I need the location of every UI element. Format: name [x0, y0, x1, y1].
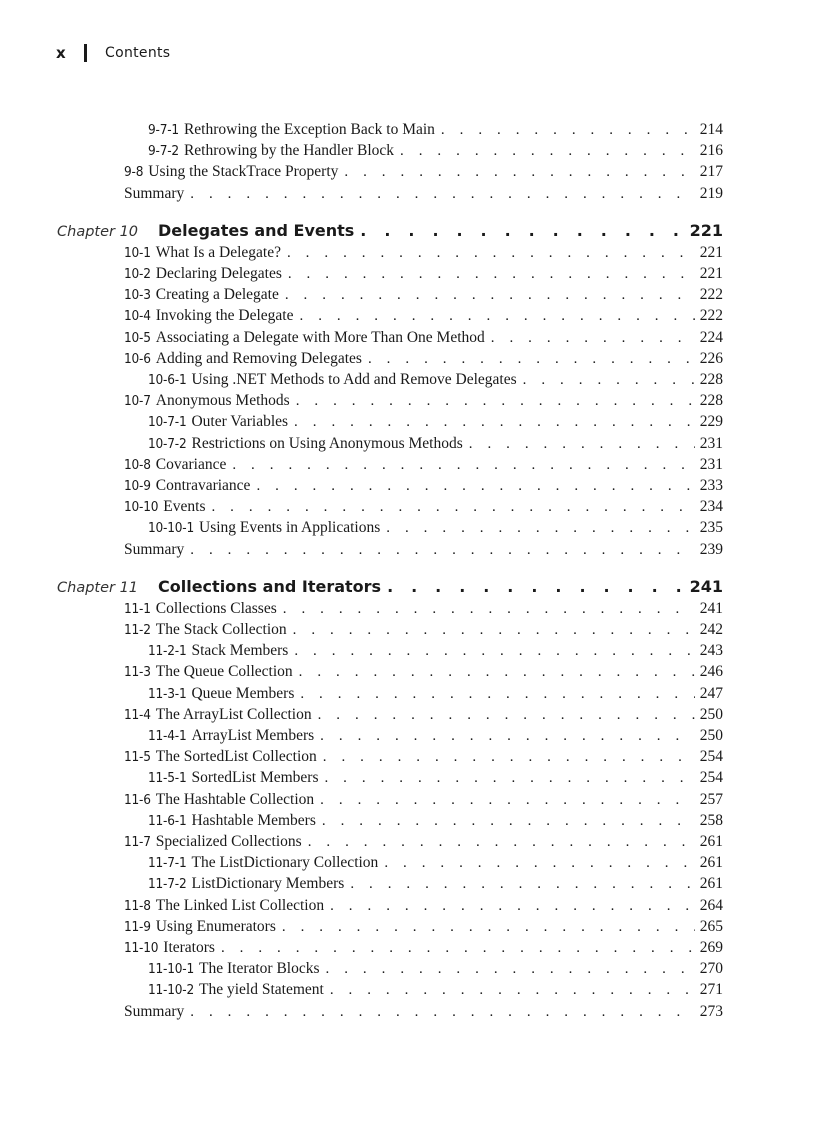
section-number: 11-6: [124, 791, 151, 808]
page-ref: 239: [699, 540, 723, 558]
dot-leader: [205, 497, 695, 517]
toc-entry: [124, 285, 723, 305]
page-ref: 261: [699, 833, 723, 850]
dot-leader: [288, 641, 695, 661]
section-title: Queue Members: [191, 684, 295, 702]
toc-entry: [124, 264, 723, 284]
toc-entry: [148, 684, 723, 704]
section-number: 10-6: [124, 350, 151, 367]
toc-entry-row: [0, 811, 816, 831]
section-title: Using Events in Applications: [199, 519, 381, 537]
dot-leader: [282, 264, 695, 284]
section-number: 10-7-2: [148, 435, 187, 452]
toc-entry-row: [0, 874, 816, 894]
toc-entry: [124, 306, 723, 326]
section-title: Declaring Delegates: [155, 265, 282, 282]
toc-entry-row: [0, 599, 816, 619]
toc-entry-row: [0, 662, 816, 682]
section-title: Using .NET Methods to Add and Remove Delegates: [191, 371, 517, 388]
toc-entry-row: [0, 540, 816, 560]
chapter-label: Chapter 10: [57, 223, 139, 240]
chapter-label: Chapter 11: [57, 579, 139, 596]
toc-entry-row: [0, 917, 816, 937]
section-number: 11-3: [124, 664, 151, 681]
section-title: The ListDictionary Collection: [191, 854, 379, 872]
section-title: Covariance: [155, 455, 227, 473]
toc-chapter-row: [0, 221, 816, 245]
toc-entry-row: [0, 141, 816, 161]
dot-leader: [226, 455, 695, 475]
section-number: 11-4: [124, 706, 151, 723]
section-title: Adding and Removing Delegates: [155, 349, 362, 367]
dot-leader: [287, 620, 695, 640]
section-number: 11-1: [124, 600, 151, 617]
dot-leader: [215, 938, 695, 958]
toc-entry-row: [0, 285, 816, 305]
toc-entry-row: [0, 641, 816, 661]
dot-leader: [316, 811, 695, 831]
page-ref: 214: [699, 121, 723, 138]
page-ref: 228: [699, 371, 723, 388]
section-title: Using Enumerators: [155, 917, 276, 935]
chapter-title: Delegates and Events: [158, 220, 355, 240]
section-title: Rethrowing by the Handler Block: [183, 142, 395, 160]
page-ref: 261: [699, 854, 723, 872]
toc-entry-row: [0, 412, 816, 432]
toc-entry-row: [0, 620, 816, 640]
toc-entry-row: [0, 747, 816, 767]
toc-entry: [57, 577, 723, 601]
section-number: 11-2: [124, 622, 151, 638]
toc-entry: [148, 518, 723, 538]
page-ref: 254: [699, 748, 723, 766]
page-ref: 261: [699, 875, 723, 893]
section-title: Hashtable Members: [191, 811, 316, 829]
section-number: 9-7-2: [148, 143, 179, 160]
toc-entry-row: [0, 1002, 816, 1022]
toc-entry-row: [0, 684, 816, 704]
toc-entry: [124, 620, 723, 640]
toc-entry: [124, 599, 723, 619]
page-ref: 235: [699, 519, 723, 537]
dot-leader: [317, 747, 695, 767]
page-ref: 258: [699, 811, 723, 829]
page-ref: 265: [699, 917, 723, 935]
dot-leader: [312, 705, 695, 725]
section-number: 10-7: [124, 393, 151, 410]
dot-leader: [354, 221, 689, 241]
dot-leader: [281, 243, 695, 263]
toc-entry-row: [0, 518, 816, 538]
toc-entry: [148, 980, 723, 1000]
dot-leader: [362, 349, 695, 369]
dot-leader: [324, 980, 695, 1000]
section-title: Summary: [124, 184, 185, 202]
page-ref: 224: [699, 328, 723, 346]
page-ref: 233: [699, 477, 723, 494]
section-number: 9-7-1: [148, 122, 179, 138]
dot-leader: [344, 874, 695, 894]
section-title: Anonymous Methods: [155, 392, 290, 410]
page-ref: 269: [699, 939, 723, 956]
toc-entry: [124, 790, 723, 810]
section-number: 10-8: [124, 456, 151, 473]
toc-entry-row: [0, 455, 816, 475]
toc-entry: [124, 243, 723, 263]
header-label: Contents: [105, 45, 171, 61]
chapter-title: Collections and Iterators: [158, 576, 382, 596]
toc-entry-row: [0, 349, 816, 369]
section-number: 10-6-1: [148, 372, 187, 388]
toc-entry: [124, 832, 723, 852]
page-ref: 264: [699, 896, 723, 914]
toc-entry: [124, 705, 723, 725]
toc-entry-row: [0, 853, 816, 873]
toc-entry: [124, 662, 723, 682]
dot-leader: [338, 162, 695, 182]
section-title: What Is a Delegate?: [155, 243, 281, 261]
dot-leader: [184, 540, 695, 560]
dot-leader: [378, 853, 695, 873]
toc-entry: [148, 853, 723, 873]
page-ref: 241: [699, 599, 723, 617]
toc-entry: [148, 768, 723, 788]
section-number: 11-5: [124, 749, 151, 766]
section-title: The Hashtable Collection: [155, 790, 315, 808]
section-title: The Queue Collection: [155, 663, 293, 681]
toc-entry-row: [0, 705, 816, 725]
page-ref: 231: [699, 455, 723, 473]
section-title: Creating a Delegate: [155, 286, 279, 304]
toc-entry: [148, 641, 723, 661]
dot-leader: [314, 726, 695, 746]
toc-entry-row: [0, 391, 816, 411]
dot-leader: [184, 184, 695, 204]
section-number: 10-7-1: [148, 414, 187, 431]
section-title: Restrictions on Using Anonymous Methods: [191, 434, 463, 452]
toc-entry-row: [0, 162, 816, 182]
dot-leader: [293, 662, 695, 682]
toc-entry: [124, 455, 723, 475]
page-ref: 257: [699, 790, 723, 808]
toc-entry-row: [0, 184, 816, 204]
page-ref: 270: [699, 960, 723, 978]
section-title: Invoking the Delegate: [155, 307, 294, 325]
page-ref: 242: [699, 621, 723, 638]
section-title: Associating a Delegate with More Than One Method: [155, 328, 485, 346]
toc-entry-row: [0, 896, 816, 916]
toc-entry: [148, 874, 723, 894]
toc-entry: [148, 811, 723, 831]
page-ref: 254: [699, 769, 723, 787]
section-title: The Iterator Blocks: [199, 960, 320, 978]
dot-leader: [318, 768, 695, 788]
section-number: 10-4: [124, 308, 151, 325]
dot-leader: [290, 391, 695, 411]
dot-leader: [380, 518, 695, 538]
section-number: 10-9: [124, 478, 151, 494]
dot-leader: [294, 684, 695, 704]
page-ref: 217: [699, 163, 723, 181]
dot-leader: [485, 328, 695, 348]
section-title: Iterators: [163, 939, 215, 956]
section-title: Contravariance: [155, 477, 251, 494]
toc-entry-row: [0, 434, 816, 454]
section-title: ArrayList Members: [191, 727, 315, 744]
toc-entry-row: [0, 790, 816, 810]
dot-leader: [435, 120, 695, 140]
toc-entry: [57, 221, 723, 245]
section-title: The Stack Collection: [155, 621, 287, 638]
section-number: 9-8: [124, 164, 144, 181]
page-ref: 271: [699, 981, 723, 999]
toc-entry: [124, 391, 723, 411]
section-title: The ArrayList Collection: [155, 705, 312, 723]
dot-leader: [276, 917, 695, 937]
page-ref: 250: [699, 705, 723, 723]
toc-entry-row: [0, 959, 816, 979]
section-number: 11-7-2: [148, 876, 187, 893]
page-ref: 222: [699, 286, 723, 304]
toc-entry: [124, 349, 723, 369]
dot-leader: [294, 306, 696, 326]
toc-entry: [148, 434, 723, 454]
toc-entry: [124, 917, 723, 937]
toc-entry-row: [0, 306, 816, 326]
page-ref: 216: [699, 142, 723, 160]
page-ref: 219: [699, 184, 723, 202]
dot-leader: [517, 370, 695, 390]
section-title: Events: [163, 498, 206, 516]
section-title: The yield Statement: [199, 981, 324, 999]
page-ref: 246: [699, 663, 723, 681]
dot-leader: [324, 896, 695, 916]
section-number: 10-1: [124, 244, 151, 261]
dot-leader: [250, 476, 695, 496]
section-number: 10-2: [124, 266, 151, 282]
page-ref: 241: [689, 576, 723, 596]
page-ref: 231: [699, 434, 723, 452]
page-ref: 247: [699, 684, 723, 702]
page-ref: 243: [699, 642, 723, 660]
page-number: x: [56, 44, 66, 62]
section-title: Using the StackTrace Property: [148, 163, 339, 181]
section-title: Specialized Collections: [155, 833, 302, 850]
toc-entry-row: [0, 832, 816, 852]
toc-entry: [148, 412, 723, 432]
toc-entry-row: [0, 768, 816, 788]
toc-entry: [148, 141, 723, 161]
page-ref: 226: [699, 349, 723, 367]
toc-entry: [124, 497, 723, 517]
toc-entry-row: [0, 264, 816, 284]
toc-entry: [124, 184, 723, 204]
toc-entry-row: [0, 120, 816, 140]
dot-leader: [277, 599, 695, 619]
page-ref: 222: [699, 307, 723, 325]
section-number: 10-3: [124, 287, 151, 304]
section-number: 10-10: [124, 499, 159, 516]
page-ref: 229: [699, 413, 723, 431]
page-ref: 273: [699, 1002, 723, 1020]
section-title: SortedList Members: [191, 769, 319, 787]
toc-entry: [124, 938, 723, 958]
dot-leader: [314, 790, 695, 810]
toc-entry: [124, 476, 723, 496]
page-ref: 221: [699, 243, 723, 261]
toc-entry-row: [0, 938, 816, 958]
section-number: 11-6-1: [148, 812, 187, 829]
toc-entry-row: [0, 243, 816, 263]
toc-entry: [148, 726, 723, 746]
toc-chapter-row: [0, 577, 816, 601]
section-title: Outer Variables: [191, 413, 289, 431]
section-title: ListDictionary Members: [191, 875, 345, 893]
toc-entry: [148, 120, 723, 140]
dot-leader: [463, 434, 695, 454]
page-ref: 221: [689, 220, 723, 240]
toc-entry-row: [0, 726, 816, 746]
toc-entry-row: [0, 370, 816, 390]
toc-entry-row: [0, 497, 816, 517]
page-ref: 250: [699, 727, 723, 744]
toc-entry: [124, 896, 723, 916]
section-number: 10-10-1: [148, 520, 194, 537]
section-number: 11-8: [124, 897, 151, 914]
page-ref: 234: [699, 498, 723, 516]
section-number: 11-2-1: [148, 643, 187, 660]
section-title: Collections Classes: [155, 599, 277, 617]
toc-entry: [124, 162, 723, 182]
toc-entry-row: [0, 980, 816, 1000]
section-number: 11-5-1: [148, 770, 187, 787]
toc-entry: [124, 747, 723, 767]
dot-leader: [288, 412, 695, 432]
dot-leader: [381, 577, 690, 597]
toc-entry: [148, 370, 723, 390]
toc-entry-row: [0, 328, 816, 348]
section-number: 11-10-2: [148, 982, 194, 999]
section-number: 11-9: [124, 918, 151, 935]
dot-leader: [320, 959, 695, 979]
toc-entry-row: [0, 476, 816, 496]
section-title: The Linked List Collection: [155, 896, 325, 914]
section-number: 11-3-1: [148, 685, 187, 702]
dot-leader: [394, 141, 695, 161]
toc-entry: [148, 959, 723, 979]
page-ref: 221: [699, 265, 723, 282]
section-number: 11-10-1: [148, 961, 194, 978]
section-title: Summary: [124, 540, 185, 558]
dot-leader: [279, 285, 695, 305]
toc-entry: [124, 540, 723, 560]
section-title: The SortedList Collection: [155, 748, 317, 766]
section-number: 11-4-1: [148, 728, 187, 744]
section-title: Stack Members: [191, 642, 289, 660]
dot-leader: [302, 832, 695, 852]
section-number: 11-7: [124, 834, 151, 850]
section-number: 10-5: [124, 329, 151, 346]
section-number: 11-7-1: [148, 855, 187, 872]
section-number: 11-10: [124, 940, 159, 956]
toc-entry: [124, 328, 723, 348]
toc-entry: [124, 1002, 723, 1022]
section-title: Rethrowing the Exception Back to Main: [183, 121, 435, 138]
section-title: Summary: [124, 1002, 185, 1020]
page-ref: 228: [699, 392, 723, 410]
dot-leader: [184, 1002, 695, 1022]
